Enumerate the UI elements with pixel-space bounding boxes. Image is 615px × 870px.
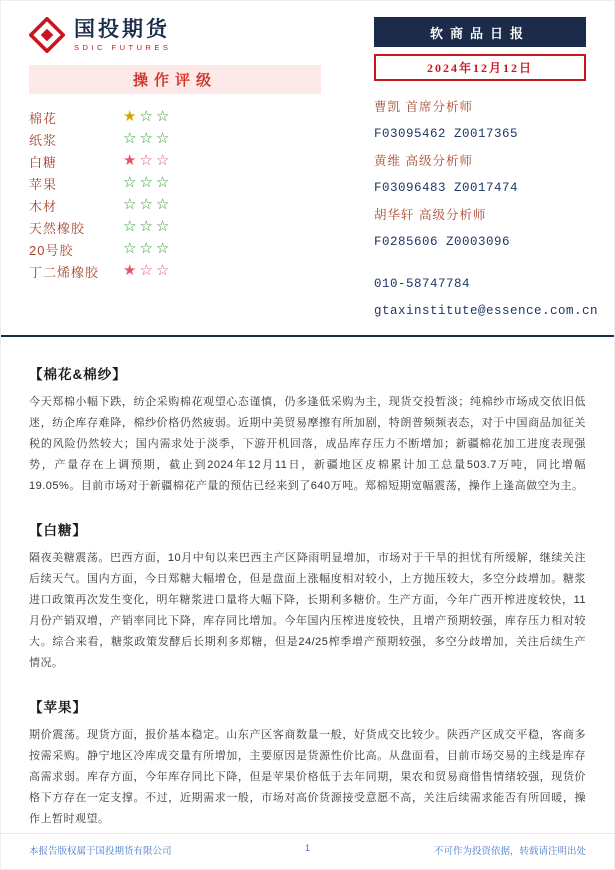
commodity-name: 白糖	[29, 154, 58, 170]
report-title: 软商品日报	[374, 17, 586, 47]
section-heading: 【苹果】	[29, 700, 87, 715]
report-header	[1, 1, 614, 325]
section-text: 隔夜美糖震荡。巴西方面，10月中旬以来巴西主产区降雨明显增加，市场对于干旱的担忧有所缓解，继续关注后续天气。国内方面，今日郑糖大幅增仓，但是盘面上涨幅度相对较小，上方抛压较大，多空分歧增加。糖浆进口政策再次发生变化，明年糖浆进口量将大幅下降，长期利多糖价。生产方面，今年广西开榨进度较快，11月份产销双增，产销率同比下降，库存同比增加。今年国内压榨进度较快，且增产预期较强，库存压力相对较大。综合来看，糖浆政策发酵后长期利多郑糖，但是24/25榨季增产预期较强，多空分歧增加，关注后续生产情况。	[29, 552, 586, 669]
star-empty-icon: ☆	[155, 218, 170, 235]
commodity-name: 丁二烯橡胶	[29, 264, 100, 280]
star-empty-icon: ☆	[139, 196, 153, 213]
star-empty-icon: ☆	[139, 262, 153, 279]
section-heading: 【棉花&棉纱】	[29, 367, 127, 382]
report-date: 2024年12月12日	[374, 54, 586, 81]
analyst-license-codes: F0285606 Z0003096	[374, 235, 511, 249]
section-cotton	[29, 363, 586, 497]
star-empty-icon: ☆	[123, 240, 137, 257]
star-empty-icon: ☆	[155, 152, 170, 169]
sdic-diamond-logo-icon	[29, 17, 65, 53]
commodity-name: 20号胶	[29, 242, 74, 258]
star-empty-icon: ☆	[139, 130, 153, 147]
analyst-license-codes: F03096483 Z0017474	[374, 181, 519, 195]
analyst-name-title: 曹凯 首席分析师	[374, 100, 473, 114]
ratings-title: 操作评级	[29, 65, 321, 94]
contact-block	[374, 271, 599, 325]
analyst-name-title: 黄维 高级分析师	[374, 154, 473, 168]
ratings-list	[29, 106, 321, 282]
rating-row	[29, 238, 321, 260]
commodity-name: 纸浆	[29, 132, 58, 148]
rating-row	[29, 106, 321, 128]
rating-row	[29, 128, 321, 150]
star-rating	[123, 108, 172, 126]
commodity-name: 棉花	[29, 110, 58, 126]
star-empty-icon: ☆	[139, 218, 153, 235]
analyst-name-title: 胡华轩 高级分析师	[374, 208, 487, 222]
commodity-name: 苹果	[29, 176, 58, 192]
star-empty-icon: ☆	[155, 196, 170, 213]
section-text: 期价震荡。现货方面，报价基本稳定。山东产区客商数量一般，好货成交比较少。陕西产区成交平稳，客商多按需采购。静宁地区冷库成交量有所增加，主要原因是货源性价比高。从盘面看，目前市场交易的主线是库存高需求弱。库存方面，今年库存同比下降，但是苹果价格低于去年同期，果农和贸易商惜售情绪较强，现货价格下方存在一定支撑。不过，近期需求一般，市场对高价货源接受意愿不高，关注后续需求能否有所回暖，操作上暂时观望。	[29, 729, 586, 825]
star-filled-icon: ★	[123, 262, 137, 279]
footer-copyright: 本报告版权属于国投期货有限公司	[29, 846, 172, 857]
analyst-list	[374, 94, 586, 256]
left-column	[29, 17, 321, 325]
star-rating	[123, 218, 172, 236]
rating-row	[29, 216, 321, 238]
page-number: 1	[304, 843, 311, 854]
footer-disclaimer: 不可作为投资依据，转载请注明出处	[434, 846, 587, 857]
page-footer	[1, 833, 614, 869]
star-filled-icon: ★	[123, 108, 137, 125]
star-empty-icon: ☆	[123, 174, 137, 191]
section-sugar	[29, 519, 586, 674]
star-empty-icon: ☆	[139, 240, 153, 257]
brand-subtitle: SDIC FUTURES	[74, 43, 172, 53]
commodity-name: 木材	[29, 198, 58, 214]
report-body	[1, 337, 614, 830]
section-text: 今天郑棉小幅下跌，纺企采购棉花观望心态谨慎，仍多逢低采购为主，现货交投暂淡；纯棉纱市场成交依旧低迷，纺企库存难降，棉纱价格仍然疲弱。近期中美贸易摩擦有所加剧，特朗普频频表态，对于中国商品加征关税的风险仍然较大；国内需求处于淡季，下游开机回落，成品库存压力不断增加；新疆棉花加工进度表现强势，产量存在上调预期，截止到2024年12月11日，新疆地区皮棉累计加工总量503.7万吨，同比增幅19.05%。目前市场对于新疆棉花产量的预估已经来到了640万吨。郑棉短期宽幅震荡，操作上逢高做空为主。	[29, 396, 586, 492]
star-rating	[123, 174, 172, 192]
star-empty-icon: ☆	[139, 152, 153, 169]
right-column	[374, 17, 599, 325]
star-empty-icon: ☆	[155, 174, 170, 191]
rating-row	[29, 150, 321, 172]
contact-phone: 010-58747784	[374, 277, 471, 291]
star-empty-icon: ☆	[123, 196, 137, 213]
rating-row	[29, 194, 321, 216]
star-rating	[123, 240, 172, 258]
star-rating	[123, 152, 172, 170]
star-rating	[123, 130, 172, 148]
commodity-name: 天然橡胶	[29, 220, 86, 236]
star-empty-icon: ☆	[123, 218, 137, 235]
star-empty-icon: ☆	[155, 130, 170, 147]
section-heading: 【白糖】	[29, 523, 87, 538]
rating-row	[29, 260, 321, 282]
section-apple	[29, 696, 586, 830]
logo-text	[74, 18, 171, 52]
brand-name: 国投期货	[74, 16, 170, 41]
star-rating	[123, 196, 172, 214]
star-rating	[123, 262, 172, 280]
star-filled-icon: ★	[123, 152, 137, 169]
rating-row	[29, 172, 321, 194]
star-empty-icon: ☆	[155, 108, 170, 125]
star-empty-icon: ☆	[155, 240, 170, 257]
star-empty-icon: ☆	[123, 130, 137, 147]
star-empty-icon: ☆	[139, 108, 153, 125]
contact-email: gtaxinstitute@essence.com.cn	[374, 304, 599, 318]
star-empty-icon: ☆	[139, 174, 153, 191]
star-empty-icon: ☆	[155, 262, 170, 279]
analyst-license-codes: F03095462 Z0017365	[374, 127, 519, 141]
company-logo	[29, 17, 321, 53]
